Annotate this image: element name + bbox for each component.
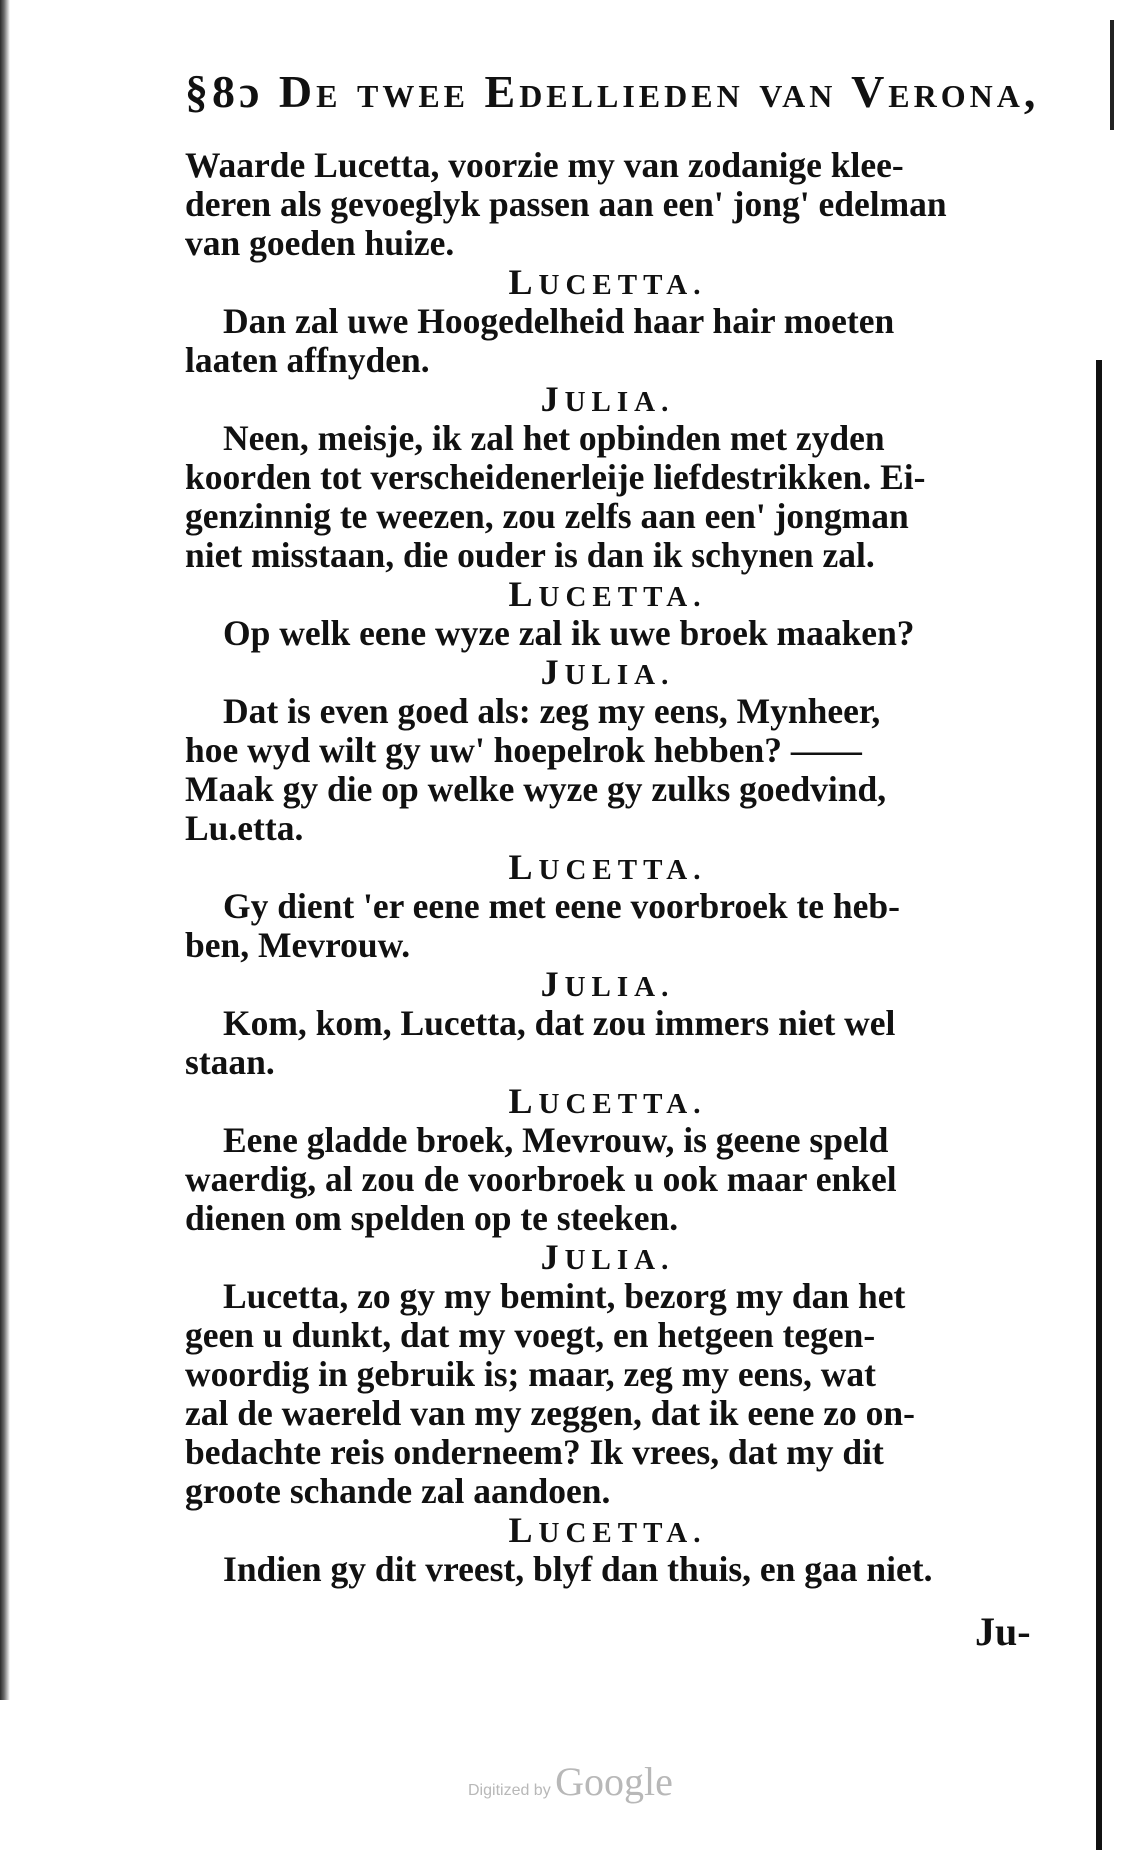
text-line: van goeden huize. bbox=[185, 223, 455, 263]
text-line: Maak gy die op welke wyze gy zulks goedvind, bbox=[185, 769, 887, 809]
text-line: hoe wyd wilt gy uw' hoepelrok hebben? —— bbox=[185, 730, 862, 770]
play-text bbox=[185, 146, 1030, 1589]
text-line: waerdig, al zou de voorbroek u ook maar enkel bbox=[185, 1159, 897, 1199]
scan-right-edge bbox=[1096, 360, 1102, 1850]
speaker-heading: LUCETTA. bbox=[508, 1510, 707, 1550]
text-line: laaten affnyden. bbox=[185, 340, 430, 380]
text-line: niet misstaan, die ouder is dan ik schynen zal. bbox=[185, 535, 875, 575]
google-logo: Google bbox=[555, 1759, 673, 1804]
speaker-heading: LUCETTA. bbox=[508, 847, 707, 887]
text-line: Lu.etta. bbox=[185, 808, 304, 848]
speaker-heading: LUCETTA. bbox=[508, 574, 707, 614]
text-line: geen u dunkt, dat my voegt, en hetgeen tegen- bbox=[185, 1315, 876, 1355]
text-line: ben, Mevrouw. bbox=[185, 925, 411, 965]
text-line: Lucetta, zo gy my bemint, bezorg my dan het bbox=[223, 1276, 906, 1316]
speaker-heading: JULIA. bbox=[540, 964, 675, 1004]
scan-left-edge bbox=[0, 0, 10, 1700]
text-line: koorden tot verscheidenerleije liefdestrikken. Ei- bbox=[185, 457, 926, 497]
text-line: Eene gladde broek, Mevrouw, is geene speld bbox=[223, 1120, 889, 1160]
scan-right-edge-top bbox=[1110, 20, 1114, 130]
speaker-heading: JULIA. bbox=[540, 1237, 675, 1277]
text-line: Dat is even goed als: zeg my eens, Mynheer, bbox=[223, 691, 881, 731]
running-title: De twee Edellieden van Verona, bbox=[278, 66, 1040, 117]
speaker-heading: JULIA. bbox=[540, 379, 675, 419]
text-line: staan. bbox=[185, 1042, 275, 1082]
text-line: Gy dient 'er eene met eene voorbroek te heb- bbox=[223, 886, 900, 926]
book-page bbox=[185, 60, 1040, 1589]
digitization-watermark bbox=[468, 1758, 673, 1805]
page-number: §8ɔ bbox=[185, 66, 264, 117]
speaker-heading: LUCETTA. bbox=[508, 1081, 707, 1121]
text-line: Indien gy dit vreest, blyf dan thuis, en gaa niet. bbox=[223, 1549, 933, 1589]
catchword: Ju- bbox=[975, 1609, 1031, 1654]
text-line: Kom, kom, Lucetta, dat zou immers niet wel bbox=[223, 1003, 896, 1043]
text-line: Neen, meisje, ik zal het opbinden met zyden bbox=[223, 418, 885, 458]
text-line: zal de waereld van my zeggen, dat ik eene zo on- bbox=[185, 1393, 915, 1433]
text-line: Op welk eene wyze zal ik uwe broek maaken? bbox=[223, 613, 915, 653]
text-line: deren als gevoeglyk passen aan een' jong' edelman bbox=[185, 184, 947, 224]
text-line: woordig in gebruik is; maar, zeg my eens, wat bbox=[185, 1354, 876, 1394]
text-line: Dan zal uwe Hoogedelheid haar hair moeten bbox=[223, 301, 895, 341]
text-line: bedachte reis onderneem? Ik vrees, dat my dit bbox=[185, 1432, 884, 1472]
text-line: Waarde Lucetta, voorzie my van zodanige klee- bbox=[185, 145, 904, 185]
running-header bbox=[185, 60, 1040, 124]
text-line: genzinnig te weezen, zou zelfs aan een' jongman bbox=[185, 496, 909, 536]
speaker-heading: LUCETTA. bbox=[508, 262, 707, 302]
watermark-prefix: Digitized by bbox=[468, 1782, 551, 1799]
speaker-heading: JULIA. bbox=[540, 652, 675, 692]
text-line: groote schande zal aandoen. bbox=[185, 1471, 611, 1511]
text-line: dienen om spelden op te steeken. bbox=[185, 1198, 679, 1238]
